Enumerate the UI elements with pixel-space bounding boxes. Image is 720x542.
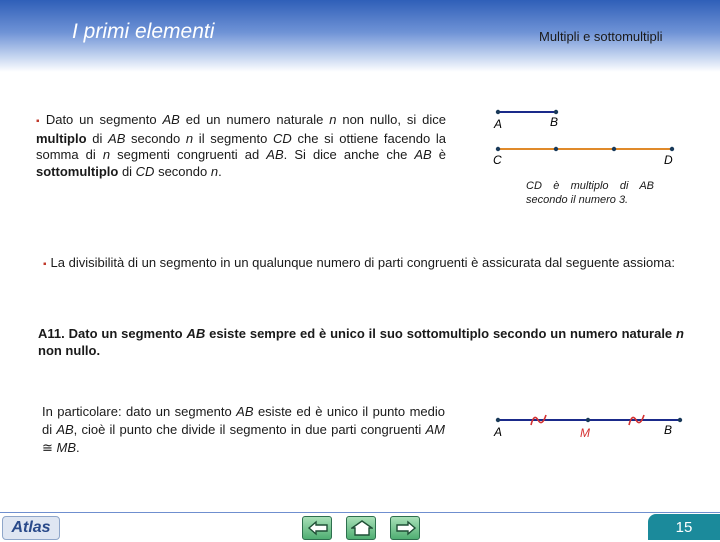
label-d: D <box>664 153 673 167</box>
point-c <box>496 147 500 151</box>
footer-divider <box>0 512 720 513</box>
bullet-icon: ▪ <box>36 116 42 127</box>
paragraph-axiom: A11. Dato un segmento AB esiste sempre ed è unico il suo sottomultiplo secondo un numero naturale n non nullo. <box>38 326 684 358</box>
paragraph-midpoint: In particolare: dato un segmento AB esiste ed è unico il punto medio di AB, cioè il punto che divide il segmento in due parti congruenti AM ≅ MB. <box>42 404 445 455</box>
atlas-logo: Atlas <box>2 516 60 540</box>
next-button[interactable] <box>390 516 420 540</box>
prev-button[interactable] <box>302 516 332 540</box>
point-a <box>496 110 500 114</box>
page-title: I primi elementi <box>72 20 215 43</box>
point-cd-1 <box>554 147 558 151</box>
label-b: B <box>550 115 559 129</box>
label-a2: A <box>494 425 503 439</box>
page-subtitle: Multipli e sottomultipli <box>539 29 663 44</box>
label-m: M <box>580 426 590 440</box>
page-number-badge: 15 <box>648 514 720 540</box>
label-b2: B <box>664 423 673 437</box>
point-m <box>586 418 590 422</box>
congruence-mark-am <box>531 415 546 425</box>
label-a: A <box>494 117 503 131</box>
home-button[interactable] <box>346 516 376 540</box>
home-icon <box>351 520 373 536</box>
congruence-mark-mb <box>629 415 644 425</box>
paragraph-divisibility: ▪ La divisibilità di un segmento in un qualunque numero di parti congruenti è assicurata dal seguente assioma: <box>43 255 675 270</box>
label-c: C <box>493 153 502 167</box>
figure-caption: CD è multiplo di AB secondo il numero 3. <box>526 180 654 206</box>
point-d <box>670 147 674 151</box>
bullet-icon: ▪ <box>43 259 47 270</box>
arrow-right-icon <box>395 520 417 536</box>
point-b2 <box>678 418 682 422</box>
point-b <box>554 110 558 114</box>
paragraph-definition: ▪ Dato un segmento AB ed un numero naturale n non nullo, si dice multiplo di AB secondo n il segmento CD che si ottiene facendo la somma di n segmenti congruenti ad AB. Si dice anche che AB è sottomultiplo di CD secondo n. <box>36 112 447 179</box>
point-cd-2 <box>612 147 616 151</box>
arrow-left-icon <box>307 520 329 536</box>
point-a2 <box>496 418 500 422</box>
